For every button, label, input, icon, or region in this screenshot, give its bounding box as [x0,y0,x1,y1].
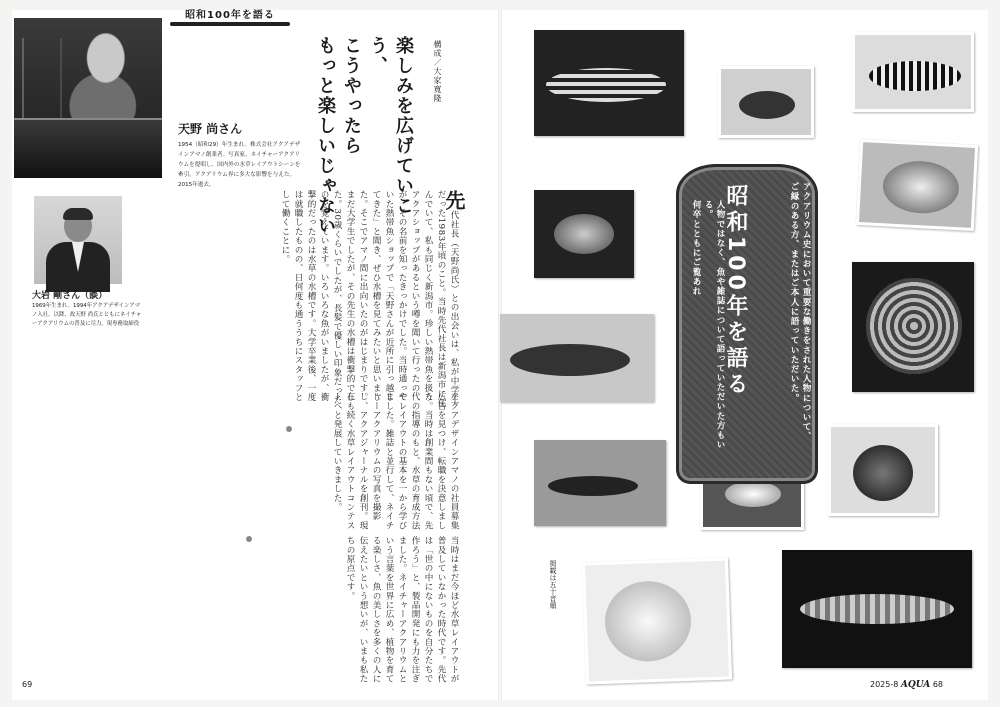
page-number-right: 68 [932,680,944,689]
fish-body [548,476,638,496]
fish-body [725,481,781,507]
magazine-logo: AQUA [900,680,931,690]
photo-arowana [782,550,972,668]
fish-body [554,214,614,254]
photo-julidochromis [534,30,684,136]
series-label: 昭和100年を語る [185,10,275,21]
person2-name: 大岩 剛さん（談） [32,291,108,301]
fish-body [853,445,913,501]
body-text-2: アクアデザインアマノの社員募集広告を見つけ、転職を決意しました。当時は創業間もない頃で、先代の指導のもと、水草の育成方法やレイアウトの基本を一から学びました。雑誌と並行して、ネイチャーアクアリウムの写真を撮影し、アクアジャーナルを創刊。現在も続く水草レイアウトコンテストへと発展していきました。 [332,392,459,530]
fish-body [866,278,962,374]
fish-body [869,61,961,91]
person1-name: 天野 尚さん [178,122,243,136]
intro-line-3: 人物ではなく、魚や雑誌について語っていただいた方もいる。 [703,200,725,450]
photo-order-note: 掲載は五十音順 [549,560,557,609]
photo-ranchu [828,424,938,516]
photo-betta [718,66,814,138]
fish-body [800,594,954,624]
photo-crayfish [534,440,666,526]
hair [63,208,93,220]
body-column-1 [160,190,466,410]
body-column-2 [22,392,460,532]
series-banner [170,6,290,30]
person1-bio: 1954（昭和29）年生まれ。株式会社アクアデザインアマノ創業者。写真家。ネイチャーアクアリウムを提唱し、国内外の水草レイアウトシーンを牽引。アクアリウム界に多大な影響を与えた。2015年逝去。 [178,142,301,188]
photo-discus-redwhite [856,139,978,231]
headline-line-2: こうやったら [341,36,362,156]
dropcap: 先 [442,190,466,211]
feature-title: 昭和100年を語る [723,184,748,398]
issue-date: 2025-8 [870,680,899,689]
photo-oiwa [34,196,122,284]
photo-pleco [852,32,974,112]
photo-guppy [534,190,634,278]
intro-line-4: 何卒とともにご覧あれ [691,200,701,296]
intro-line-2: ご縁のある方、またはご本人に語っていただいた。 [789,182,799,403]
photo-discus-white [582,557,732,684]
intro-text-left [690,200,726,460]
intro-text-right [788,182,812,462]
aquarium-tank [14,118,162,178]
person2-bio: 1969年生まれ。1994年アクアデザインアマノ入社。以降、故天野 尚氏とともにネイチャーアクアリウムの普及に尽力。現専務取締役 [32,303,142,327]
body-text-1: 代社長（天野尚氏）との出会いは、私が中学生だった1983年頃のこと。当時先代社長は新潟市に住んでいて、私も同じく新潟市。珍しい熱帯魚を扱うアクアショップがあるという噂を聞いて行ったのが、その名前を知ったきっかけでした。当時通っていた熱帯魚ショップで「天野さんが近所に引っ越してきた」と聞き、ぜひ水槽を見てみたいと思いました。そこでアマノ間に出向いたのがはじまりです。まだ大学生でしたが、その先生の水槽は衝撃的でした。30歳くらいでしたが、長髪で優しい印象だったのを覚えています。いろいろな魚がいましたが、衝撃的だったのは水草の水槽です。大学卒業後、一度は就職したものの、日何度も通ううちにスタッフとして働くことに。 [280,190,459,408]
banner-brush-stroke [170,22,290,26]
fish-body [739,91,795,119]
intro-line-1: アクアリウム史において重要な働きをされた人物について、 [801,182,811,442]
photo-discus-pattern [852,262,974,392]
photo-snakehead [500,314,654,402]
fish-body [882,159,961,215]
headline-line-1: 楽しみを広げていこう、 [367,36,414,216]
body-column-3 [22,536,460,684]
credit: 構成／大家寛隆 [433,40,442,103]
body-text-3: 当時はまだ今ほど水草レイアウトが普及していなかった時代です。先代は「世の中にないものを自分たちで作ろう」と、製品開発にも力を注ぎました。ネイチャーアクアリウムという言葉を世界に広め、植物を育てる楽しさ、魚の美しさを多くの人に伝えたいという想いが、いまも私たちの原点です。 [345,536,459,684]
page-footer-right [870,680,943,690]
headline-line-3: もっと楽しいじゃない [315,36,336,236]
fish-body [510,344,630,376]
page-number-left: 69 [22,680,33,689]
fish-body [546,68,666,102]
title-plate [676,164,818,484]
photo-amano [14,18,162,178]
fish-body [604,580,693,663]
